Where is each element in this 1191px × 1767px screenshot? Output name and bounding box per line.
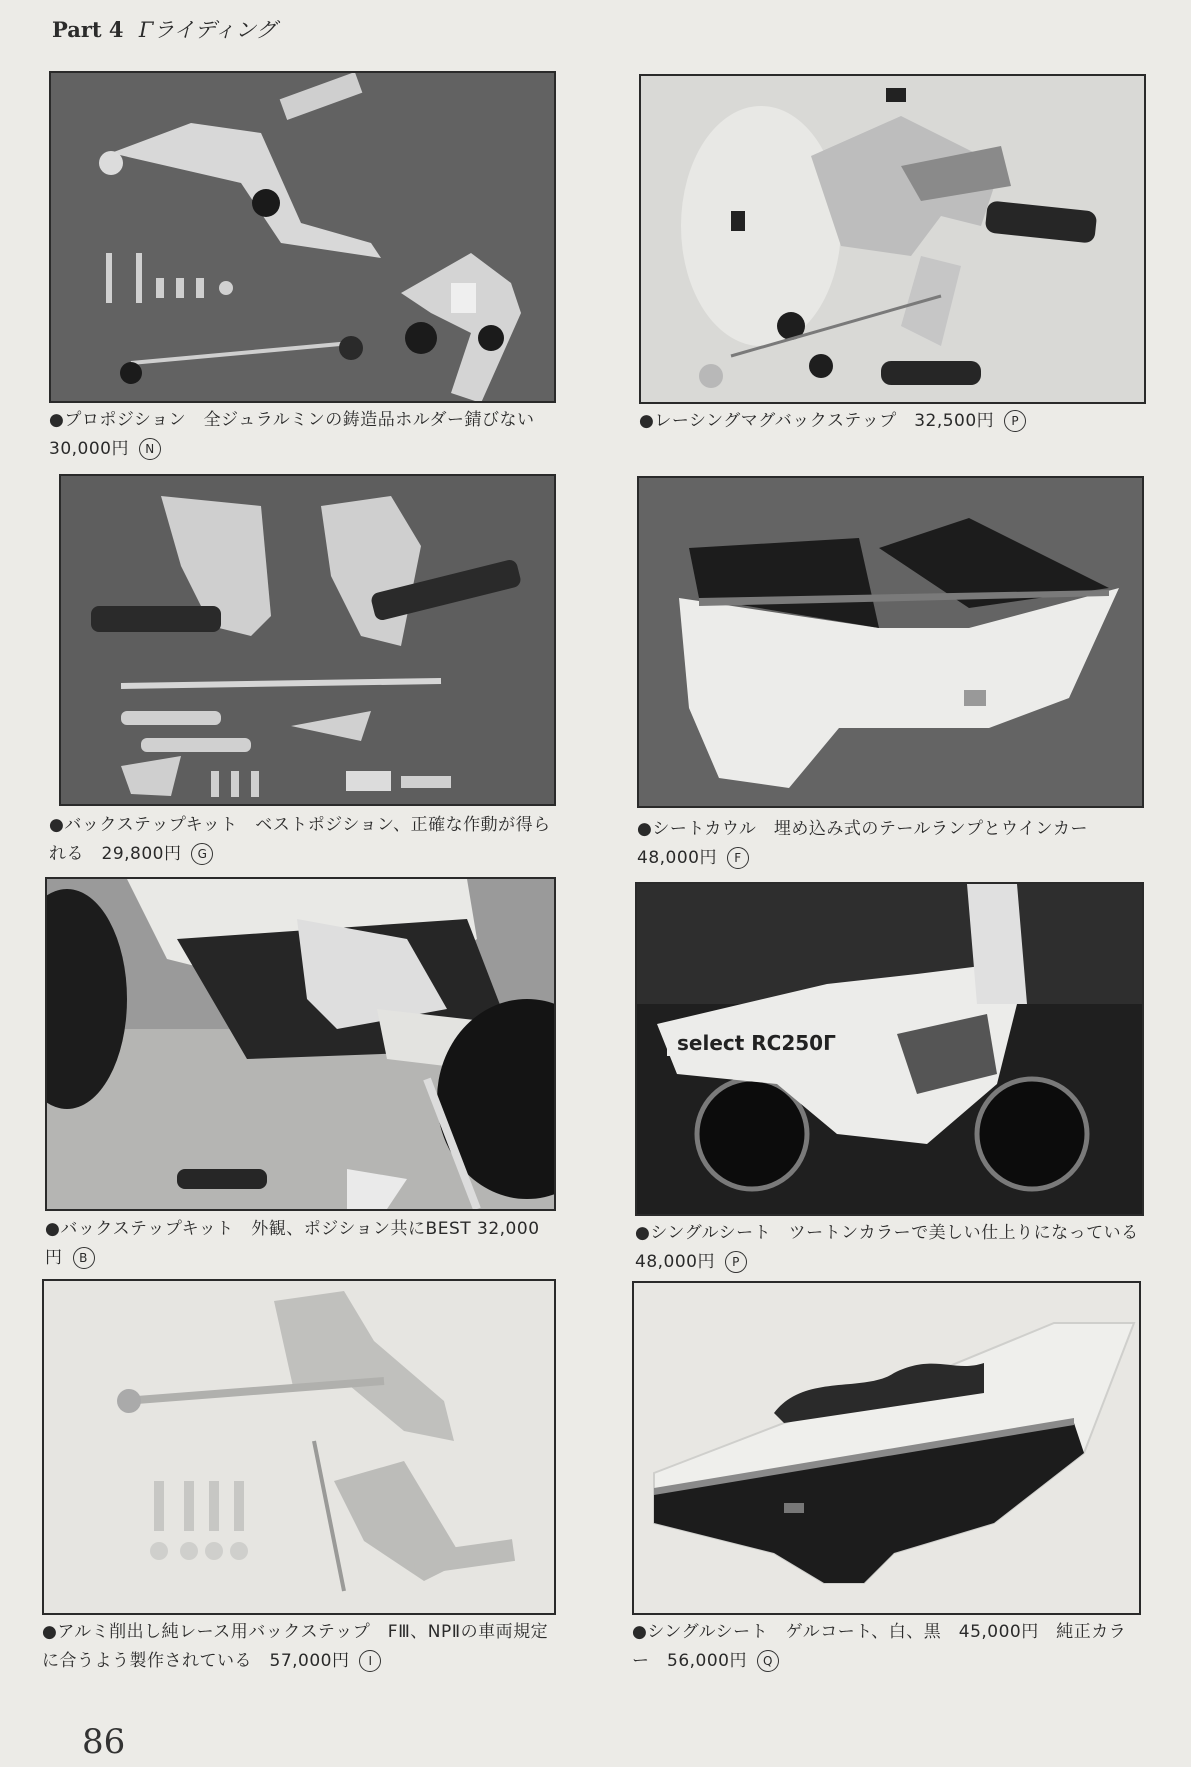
caption-7: ●アルミ削出し純レース用バックステップ FⅢ、NPⅡの車両規定に合うよう製作されている 57,000円 I <box>42 1622 549 1671</box>
caption-2: ●レーシングマグバックステップ 32,500円 P <box>639 407 1144 436</box>
section-title: Γライディング <box>138 18 277 42</box>
maker-code: N <box>139 438 161 460</box>
maker-code: P <box>725 1251 747 1273</box>
photo-single-seat-bike <box>635 882 1144 1216</box>
caption-1: ●プロポジション 全ジュラルミンの鋳造品ホルダー錆びない 30,000円 N <box>49 410 553 459</box>
caption-6: ●シングルシート ツートンカラーで美しい仕上りになっている 48,000円 P <box>635 1223 1157 1272</box>
caption-3: ●バックステップキット ベストポジション、正確な作動が得られる 29,800円 G <box>49 815 551 864</box>
caption-8: ●シングルシート ゲルコート、白、黒 45,000円 純正カラー 56,000円 Q <box>632 1622 1127 1671</box>
photo-single-seat-gelcoat <box>632 1281 1141 1615</box>
page-number: 86 <box>82 1722 126 1762</box>
part-label: Part 4 <box>52 17 124 42</box>
maker-code: Q <box>757 1650 779 1672</box>
caption-4: ●シートカウル 埋め込み式のテールランプとウインカー 48,000円 F <box>637 819 1106 868</box>
photo-back-step-kit-mounted <box>45 877 556 1211</box>
caption-5: ●バックステップキット 外観、ポジション共にBEST 32,000円 B <box>45 1219 540 1268</box>
photo-proposition-step <box>49 71 556 403</box>
photo-back-step-kit <box>59 474 556 806</box>
page-header <box>52 14 277 44</box>
maker-code: B <box>73 1247 95 1269</box>
maker-code: P <box>1004 410 1026 432</box>
maker-code: F <box>727 847 749 869</box>
photo-racing-mag-back-step <box>639 74 1146 404</box>
maker-code: I <box>359 1650 381 1672</box>
bike-decal: select RC250Γ <box>677 1031 836 1055</box>
photo-aluminium-back-step <box>42 1279 556 1615</box>
photo-seat-cowl <box>637 476 1144 808</box>
maker-code: G <box>191 843 213 865</box>
